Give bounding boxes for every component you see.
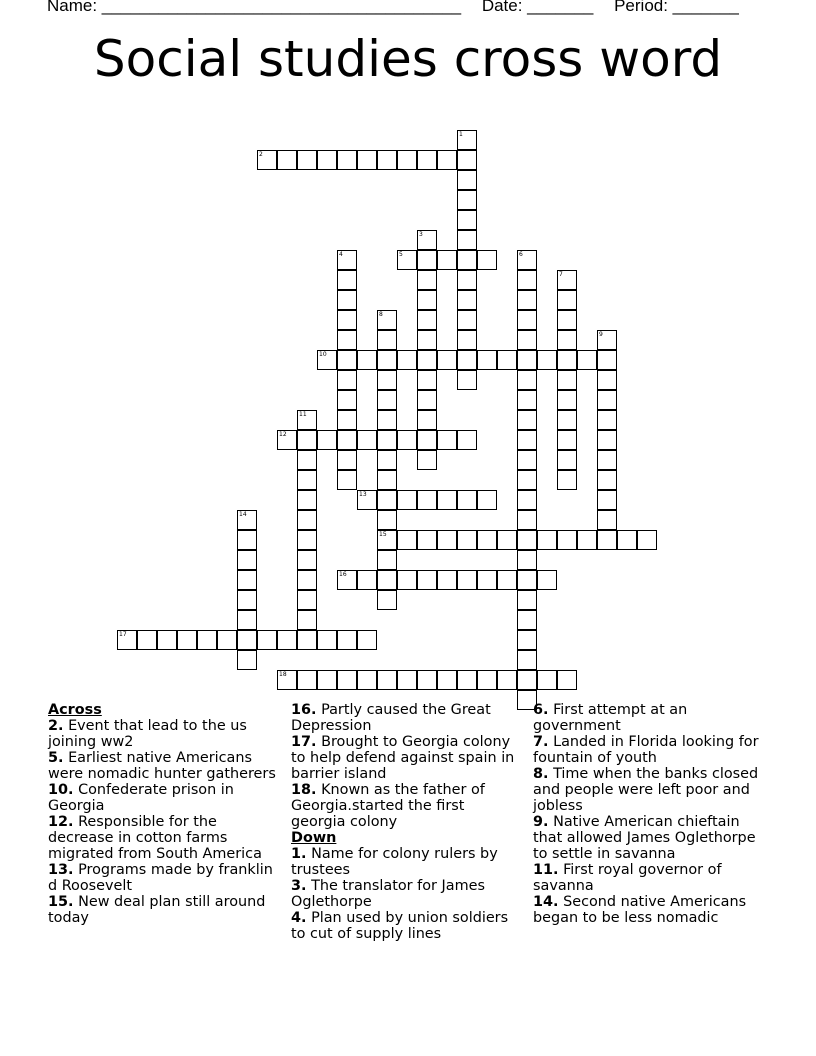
grid-cell[interactable] xyxy=(297,410,317,430)
date-field[interactable]: Date: _______ xyxy=(481,0,594,15)
grid-cell[interactable] xyxy=(337,630,357,650)
grid-cell[interactable] xyxy=(617,530,637,550)
grid-cell[interactable] xyxy=(237,590,257,610)
grid-cell[interactable] xyxy=(457,670,477,690)
grid-cell[interactable] xyxy=(377,390,397,410)
grid-cell[interactable] xyxy=(557,450,577,470)
cell-number: 9 xyxy=(599,331,603,338)
cell-number: 11 xyxy=(299,411,307,418)
grid-cell[interactable] xyxy=(377,150,397,170)
clue-number: 7. xyxy=(533,734,549,750)
grid-cell[interactable] xyxy=(437,570,457,590)
grid-cell[interactable] xyxy=(557,330,577,350)
grid-cell[interactable] xyxy=(557,390,577,410)
grid-cell[interactable] xyxy=(597,450,617,470)
grid-cell[interactable] xyxy=(457,170,477,190)
grid-cell[interactable] xyxy=(417,410,437,430)
name-field[interactable]: Name: ______________________________________ xyxy=(47,0,462,15)
clue-text: Confederate prison in Georgia xyxy=(48,782,234,814)
grid-cell[interactable] xyxy=(417,430,437,450)
grid-cell[interactable] xyxy=(257,630,277,650)
grid-cell[interactable] xyxy=(277,630,297,650)
grid-cell[interactable] xyxy=(417,530,437,550)
grid-cell[interactable] xyxy=(417,310,437,330)
grid-cell[interactable] xyxy=(417,290,437,310)
clue-number: 5. xyxy=(48,750,64,766)
grid-cell[interactable] xyxy=(457,130,477,150)
clue-text: Earliest native Americans were nomadic hunter gatherers xyxy=(48,750,276,782)
grid-cell[interactable] xyxy=(297,630,317,650)
clue-down-6 xyxy=(533,702,769,734)
grid-cell[interactable] xyxy=(517,650,537,670)
grid-cell[interactable] xyxy=(337,450,357,470)
cell-number: 12 xyxy=(279,431,287,438)
grid-cell[interactable] xyxy=(117,630,137,650)
grid-cell[interactable] xyxy=(637,530,657,550)
grid-cell[interactable] xyxy=(357,670,377,690)
clue-number: 17. xyxy=(291,734,317,750)
cell-number: 14 xyxy=(239,511,247,518)
clue-column-1 xyxy=(48,702,284,926)
grid-cell[interactable] xyxy=(517,390,537,410)
clue-number: 2. xyxy=(48,718,64,734)
grid-cell[interactable] xyxy=(497,350,517,370)
grid-cell[interactable] xyxy=(517,450,537,470)
grid-cell[interactable] xyxy=(477,670,497,690)
grid-cell[interactable] xyxy=(257,150,277,170)
grid-cell[interactable] xyxy=(457,290,477,310)
grid-cell[interactable] xyxy=(377,530,397,550)
puzzle-title: Social studies cross word xyxy=(93,30,723,88)
grid-cell[interactable] xyxy=(477,350,497,370)
clue-text: Responsible for the decrease in cotton farms migrated from South America xyxy=(48,814,262,862)
clue-across-15 xyxy=(48,894,284,926)
grid-cell[interactable] xyxy=(397,250,417,270)
grid-cell[interactable] xyxy=(417,350,437,370)
clue-text: New deal plan still around today xyxy=(48,894,266,926)
grid-cell[interactable] xyxy=(377,490,397,510)
grid-cell[interactable] xyxy=(417,230,437,250)
down-heading: Down xyxy=(291,830,337,846)
grid-cell[interactable] xyxy=(297,530,317,550)
grid-cell[interactable] xyxy=(377,670,397,690)
clue-number: 4. xyxy=(291,910,307,926)
clue-text: Partly caused the Great Depression xyxy=(291,702,491,734)
grid-cell[interactable] xyxy=(517,570,537,590)
grid-cell[interactable] xyxy=(197,630,217,650)
clue-down-4 xyxy=(291,910,523,942)
grid-cell[interactable] xyxy=(297,490,317,510)
grid-cell[interactable] xyxy=(337,390,357,410)
clue-across-10 xyxy=(48,782,284,814)
grid-cell[interactable] xyxy=(537,570,557,590)
grid-cell[interactable] xyxy=(337,370,357,390)
grid-cell[interactable] xyxy=(517,370,537,390)
grid-cell[interactable] xyxy=(457,190,477,210)
grid-cell[interactable] xyxy=(357,350,377,370)
clue-text: Name for colony rulers by trustees xyxy=(291,846,498,878)
grid-cell[interactable] xyxy=(477,570,497,590)
grid-cell[interactable] xyxy=(137,630,157,650)
grid-cell[interactable] xyxy=(557,430,577,450)
grid-cell[interactable] xyxy=(517,410,537,430)
clue-down-1 xyxy=(291,846,523,878)
clue-across-12 xyxy=(48,814,284,862)
grid-cell[interactable] xyxy=(437,670,457,690)
grid-cell[interactable] xyxy=(457,370,477,390)
grid-cell[interactable] xyxy=(397,670,417,690)
grid-cell[interactable] xyxy=(557,410,577,430)
grid-cell[interactable] xyxy=(297,510,317,530)
grid-cell[interactable] xyxy=(457,530,477,550)
grid-cell[interactable] xyxy=(497,530,517,550)
grid-cell[interactable] xyxy=(437,350,457,370)
grid-cell[interactable] xyxy=(377,470,397,490)
grid-cell[interactable] xyxy=(417,330,437,350)
cell-number: 3 xyxy=(419,231,423,238)
grid-cell[interactable] xyxy=(557,470,577,490)
period-field[interactable]: Period: _______ xyxy=(614,0,739,15)
grid-cell[interactable] xyxy=(517,470,537,490)
clue-number: 9. xyxy=(533,814,549,830)
grid-cell[interactable] xyxy=(337,330,357,350)
grid-cell[interactable] xyxy=(517,330,537,350)
grid-cell[interactable] xyxy=(397,430,417,450)
clue-text: Native American chieftain that allowed James Oglethorpe to settle in savanna xyxy=(533,814,756,862)
grid-cell[interactable] xyxy=(377,410,397,430)
grid-cell[interactable] xyxy=(417,270,437,290)
grid-cell[interactable] xyxy=(237,630,257,650)
grid-cell[interactable] xyxy=(457,310,477,330)
grid-cell[interactable] xyxy=(237,510,257,530)
grid-cell[interactable] xyxy=(477,490,497,510)
grid-cell[interactable] xyxy=(297,610,317,630)
grid-cell[interactable] xyxy=(557,530,577,550)
grid-cell[interactable] xyxy=(337,150,357,170)
grid-cell[interactable] xyxy=(377,370,397,390)
grid-cell[interactable] xyxy=(397,150,417,170)
clue-down-9 xyxy=(533,814,769,862)
cell-number: 8 xyxy=(379,311,383,318)
clue-number: 10. xyxy=(48,782,74,798)
grid-cell[interactable] xyxy=(597,330,617,350)
grid-cell[interactable] xyxy=(397,530,417,550)
grid-cell[interactable] xyxy=(217,630,237,650)
clue-number: 13. xyxy=(48,862,74,878)
grid-cell[interactable] xyxy=(357,630,377,650)
clue-down-8 xyxy=(533,766,769,814)
grid-cell[interactable] xyxy=(497,570,517,590)
grid-cell[interactable] xyxy=(337,290,357,310)
grid-cell[interactable] xyxy=(297,590,317,610)
grid-cell[interactable] xyxy=(337,670,357,690)
clue-across-2 xyxy=(48,718,284,750)
grid-cell[interactable] xyxy=(557,350,577,370)
grid-cell[interactable] xyxy=(337,470,357,490)
grid-cell[interactable] xyxy=(417,670,437,690)
grid-cell[interactable] xyxy=(597,350,617,370)
grid-cell[interactable] xyxy=(377,310,397,330)
cell-number: 18 xyxy=(279,671,287,678)
grid-cell[interactable] xyxy=(437,430,457,450)
grid-cell[interactable] xyxy=(337,350,357,370)
grid-cell[interactable] xyxy=(397,350,417,370)
clue-text: Landed in Florida looking for fountain of youth xyxy=(533,734,759,766)
grid-cell[interactable] xyxy=(457,210,477,230)
grid-cell[interactable] xyxy=(457,570,477,590)
cell-number: 1 xyxy=(459,131,463,138)
clue-number: 12. xyxy=(48,814,74,830)
grid-cell[interactable] xyxy=(597,430,617,450)
clue-down-3 xyxy=(291,878,523,910)
grid-cell[interactable] xyxy=(437,490,457,510)
clue-number: 16. xyxy=(291,702,317,718)
grid-cell[interactable] xyxy=(397,570,417,590)
clue-number: 15. xyxy=(48,894,74,910)
grid-cell[interactable] xyxy=(517,430,537,450)
clue-down-14 xyxy=(533,894,769,926)
grid-cell[interactable] xyxy=(317,150,337,170)
grid-cell[interactable] xyxy=(417,390,437,410)
clue-down-11 xyxy=(533,862,769,894)
grid-cell[interactable] xyxy=(177,630,197,650)
grid-cell[interactable] xyxy=(297,450,317,470)
grid-cell[interactable] xyxy=(237,570,257,590)
grid-cell[interactable] xyxy=(437,530,457,550)
clue-text: The translator for James Oglethorpe xyxy=(291,878,485,910)
grid-cell[interactable] xyxy=(397,490,417,510)
clue-across-17 xyxy=(291,734,523,782)
grid-cell[interactable] xyxy=(237,650,257,670)
clue-across-18 xyxy=(291,782,523,830)
grid-cell[interactable] xyxy=(517,630,537,650)
grid-cell[interactable] xyxy=(377,330,397,350)
grid-cell[interactable] xyxy=(297,150,317,170)
grid-cell[interactable] xyxy=(237,610,257,630)
clue-text: Programs made by franklin d Roosevelt xyxy=(48,862,273,894)
grid-cell[interactable] xyxy=(357,430,377,450)
grid-cell[interactable] xyxy=(457,230,477,250)
grid-cell[interactable] xyxy=(377,510,397,530)
grid-cell[interactable] xyxy=(517,250,537,270)
grid-cell[interactable] xyxy=(377,450,397,470)
grid-cell[interactable] xyxy=(377,350,397,370)
cell-number: 2 xyxy=(259,151,263,158)
grid-cell[interactable] xyxy=(457,490,477,510)
grid-cell[interactable] xyxy=(457,350,477,370)
grid-cell[interactable] xyxy=(597,410,617,430)
grid-cell[interactable] xyxy=(297,670,317,690)
grid-cell[interactable] xyxy=(517,610,537,630)
grid-cell[interactable] xyxy=(337,570,357,590)
grid-cell[interactable] xyxy=(517,530,537,550)
grid-cell[interactable] xyxy=(237,550,257,570)
grid-cell[interactable] xyxy=(437,150,457,170)
grid-cell[interactable] xyxy=(597,470,617,490)
grid-cell[interactable] xyxy=(417,450,437,470)
grid-cell[interactable] xyxy=(157,630,177,650)
clue-number: 14. xyxy=(533,894,559,910)
clue-text: Brought to Georgia colony to help defend against spain in barrier island xyxy=(291,734,515,782)
grid-cell[interactable] xyxy=(537,350,557,370)
cell-number: 10 xyxy=(319,351,327,358)
grid-cell[interactable] xyxy=(277,670,297,690)
grid-cell[interactable] xyxy=(417,370,437,390)
cell-number: 7 xyxy=(559,271,563,278)
grid-cell[interactable] xyxy=(357,150,377,170)
clue-text: Time when the banks closed and people were left poor and jobless xyxy=(533,766,759,814)
clue-number: 18. xyxy=(291,782,317,798)
cell-number: 17 xyxy=(119,631,127,638)
grid-cell[interactable] xyxy=(297,430,317,450)
grid-cell[interactable] xyxy=(297,570,317,590)
grid-cell[interactable] xyxy=(337,430,357,450)
clue-column-2 xyxy=(291,702,523,942)
grid-cell[interactable] xyxy=(477,250,497,270)
cell-number: 15 xyxy=(379,531,387,538)
grid-cell[interactable] xyxy=(357,570,377,590)
grid-cell[interactable] xyxy=(237,530,257,550)
grid-cell[interactable] xyxy=(497,670,517,690)
grid-cell[interactable] xyxy=(277,430,297,450)
grid-cell[interactable] xyxy=(297,550,317,570)
clue-number: 1. xyxy=(291,846,307,862)
grid-cell[interactable] xyxy=(317,350,337,370)
cell-number: 13 xyxy=(359,491,367,498)
grid-cell[interactable] xyxy=(597,490,617,510)
clue-across-13 xyxy=(48,862,284,894)
grid-cell[interactable] xyxy=(417,250,437,270)
clue-across-5 xyxy=(48,750,284,782)
grid-cell[interactable] xyxy=(597,510,617,530)
grid-cell[interactable] xyxy=(277,150,297,170)
cell-number: 5 xyxy=(399,251,403,258)
grid-cell[interactable] xyxy=(457,250,477,270)
grid-cell[interactable] xyxy=(337,410,357,430)
clue-text: Plan used by union soldiers to cut of supply lines xyxy=(291,910,509,942)
grid-cell[interactable] xyxy=(557,290,577,310)
grid-cell[interactable] xyxy=(377,590,397,610)
grid-cell[interactable] xyxy=(537,530,557,550)
grid-cell[interactable] xyxy=(337,310,357,330)
grid-cell[interactable] xyxy=(517,510,537,530)
grid-cell[interactable] xyxy=(377,550,397,570)
grid-cell[interactable] xyxy=(317,430,337,450)
grid-cell[interactable] xyxy=(577,530,597,550)
grid-cell[interactable] xyxy=(517,310,537,330)
grid-cell[interactable] xyxy=(517,550,537,570)
clue-number: 6. xyxy=(533,702,549,718)
grid-cell[interactable] xyxy=(517,590,537,610)
grid-cell[interactable] xyxy=(537,670,557,690)
cell-number: 6 xyxy=(519,251,523,258)
grid-cell[interactable] xyxy=(297,470,317,490)
grid-cell[interactable] xyxy=(337,250,357,270)
clue-column-3 xyxy=(533,702,769,926)
grid-cell[interactable] xyxy=(557,670,577,690)
grid-cell[interactable] xyxy=(317,630,337,650)
clue-number: 11. xyxy=(533,862,559,878)
clue-text: Known as the father of Georgia.started the first georgia colony xyxy=(291,782,485,830)
across-heading: Across xyxy=(48,702,102,718)
grid-cell[interactable] xyxy=(557,310,577,330)
clue-number: 8. xyxy=(533,766,549,782)
grid-cell[interactable] xyxy=(517,490,537,510)
grid-cell[interactable] xyxy=(517,670,537,690)
grid-cell[interactable] xyxy=(417,570,437,590)
cell-number: 16 xyxy=(339,571,347,578)
clue-number: 3. xyxy=(291,878,307,894)
grid-cell[interactable] xyxy=(557,270,577,290)
grid-cell[interactable] xyxy=(557,370,577,390)
clue-text: First royal governor of savanna xyxy=(533,862,722,894)
grid-cell[interactable] xyxy=(457,270,477,290)
grid-cell[interactable] xyxy=(597,530,617,550)
grid-cell[interactable] xyxy=(477,530,497,550)
grid-cell[interactable] xyxy=(577,350,597,370)
grid-cell[interactable] xyxy=(457,430,477,450)
clue-across-16 xyxy=(291,702,523,734)
grid-cell[interactable] xyxy=(517,290,537,310)
grid-cell[interactable] xyxy=(377,430,397,450)
grid-cell[interactable] xyxy=(457,330,477,350)
grid-cell[interactable] xyxy=(417,490,437,510)
cell-number: 4 xyxy=(339,251,343,258)
grid-cell[interactable] xyxy=(377,570,397,590)
grid-cell[interactable] xyxy=(417,150,437,170)
grid-cell[interactable] xyxy=(597,370,617,390)
grid-cell[interactable] xyxy=(317,670,337,690)
clue-text: First attempt at an government xyxy=(533,702,688,734)
grid-cell[interactable] xyxy=(357,490,377,510)
grid-cell[interactable] xyxy=(517,270,537,290)
clue-down-7 xyxy=(533,734,769,766)
grid-cell[interactable] xyxy=(597,390,617,410)
clue-text: Event that lead to the us joining ww2 xyxy=(48,718,247,750)
grid-cell[interactable] xyxy=(437,250,457,270)
grid-cell[interactable] xyxy=(517,350,537,370)
clue-text: Second native Americans began to be less nomadic xyxy=(533,894,747,926)
grid-cell[interactable] xyxy=(457,150,477,170)
grid-cell[interactable] xyxy=(337,270,357,290)
